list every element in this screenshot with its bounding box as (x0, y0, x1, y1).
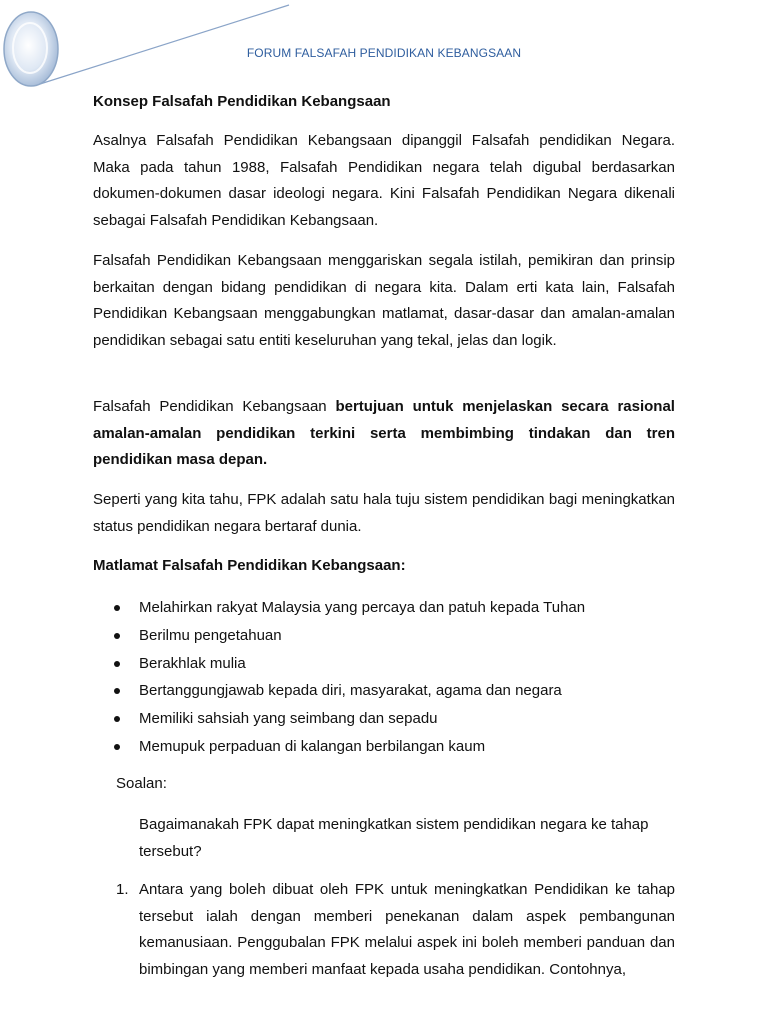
soalan-label: Soalan: (116, 775, 167, 792)
bullet-icon (114, 716, 120, 722)
list-item: Berakhlak mulia (93, 650, 693, 678)
paragraph-1: Asalnya Falsafah Pendidikan Kebangsaan dipanggil Falsafah pendidikan Negara. Maka pada tahun 1988, Falsafah Pendidikan negara telah digubal berdasarkan dokumen-dokumen dasar ideologi negara. Kini Falsafah Pendidikan Negara dikenali sebagai Falsafah Pendidikan Kebangsaan. (93, 132, 675, 229)
section-heading-matlamat: Matlamat Falsafah Pendidikan Kebangsaan: (93, 557, 406, 574)
paragraph-3-plain: Falsafah Pendidikan Kebangsaan (93, 398, 336, 415)
bullet-icon (114, 688, 120, 694)
matlamat-list (93, 594, 693, 761)
answer-number: 1. (116, 881, 129, 898)
section-heading-konsep: Konsep Falsafah Pendidikan Kebangsaan (93, 93, 391, 110)
header-decoration-line (40, 5, 289, 84)
list-item: Memupuk perpaduan di kalangan berbilangan kaum (93, 733, 693, 761)
paragraph-4: Seperti yang kita tahu, FPK adalah satu hala tuju sistem pendidikan bagi meningkatkan status pendidikan negara bertaraf dunia. (93, 491, 675, 535)
paragraph-2: Falsafah Pendidikan Kebangsaan menggariskan segala istilah, pemikiran dan prinsip berkaitan dengan bidang pendidikan di negara kita. Dalam erti kata lain, Falsafah Pendidikan Kebangsaan menggabungkan matlamat, dasar-dasar dan amalan-amalan pendidikan sebagai satu entiti keseluruhan yang tekal, jelas dan logik. (93, 252, 675, 349)
list-item: Berilmu pengetahuan (93, 622, 693, 650)
list-item: Memiliki sahsiah yang seimbang dan sepadu (93, 705, 693, 733)
paragraph-3-bold: bertujuan untuk menjelaskan secara rasional amalan-amalan pendidikan terkini serta membimbing tindakan dan tren pendidikan masa depan. (93, 398, 675, 469)
bullet-icon (114, 744, 120, 750)
bullet-icon (114, 633, 120, 639)
paragraph-3 (93, 394, 675, 474)
list-item: Melahirkan rakyat Malaysia yang percaya dan patuh kepada Tuhan (93, 594, 693, 622)
answer-text: Antara yang boleh dibuat oleh FPK untuk meningkatkan Pendidikan ke tahap tersebut ialah dengan memberi penekanan dalam aspek pembangunan kemanusiaan. Penggubalan FPK melalui aspek ini boleh memberi panduan dan bimbingan yang memberi manfaat kepada usaha pendidikan. Contohnya, (139, 881, 675, 978)
bullet-icon (114, 661, 120, 667)
list-item: Bertanggungjawab kepada diri, masyarakat, agama dan negara (93, 677, 693, 705)
question-text: Bagaimanakah FPK dapat meningkatkan sistem pendidikan negara ke tahap tersebut? (139, 816, 649, 860)
header-title: FORUM FALSAFAH PENDIDIKAN KEBANGSAAN (246, 46, 522, 60)
bullet-icon (114, 605, 120, 611)
